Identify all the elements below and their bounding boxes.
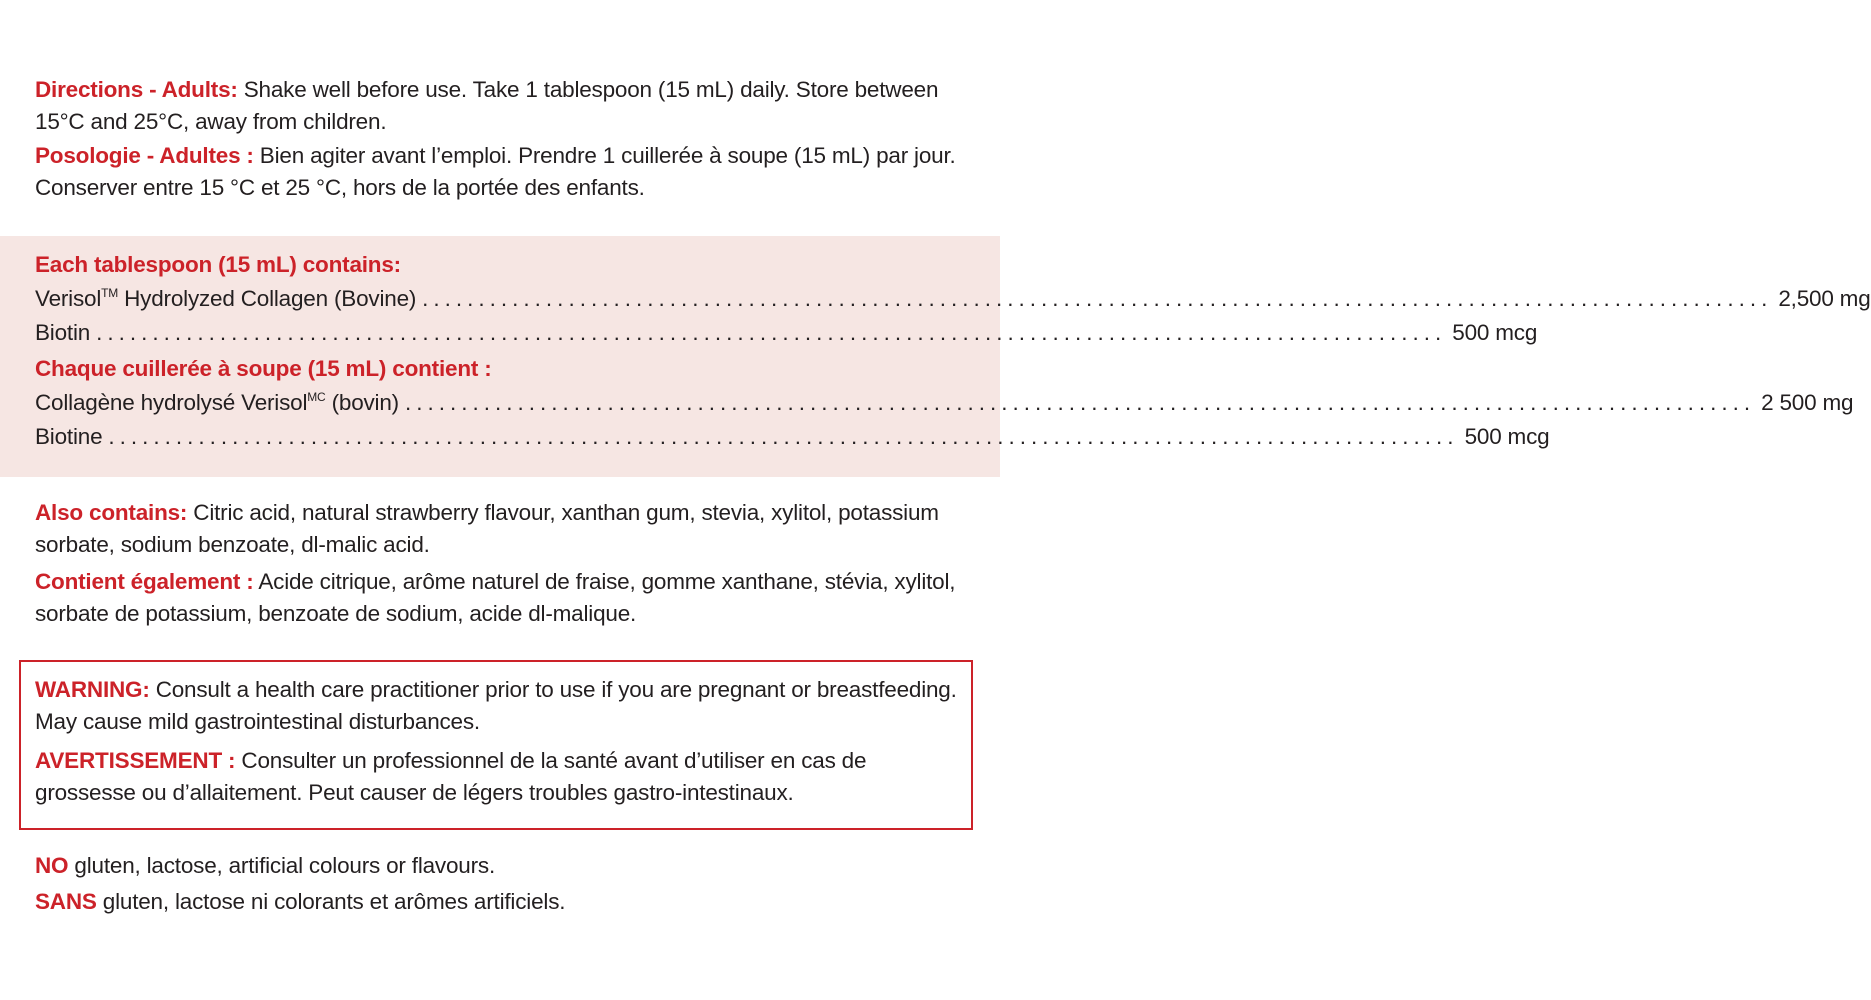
also-contains-en xyxy=(35,497,965,560)
warning-en xyxy=(35,674,961,737)
ingredient-name xyxy=(35,386,399,420)
also-contains-en-text: Citric acid, natural strawberry flavour, xanthan gum, stevia, xylitol, potassium sorbate, sodium benzoate, dl-malic acid. xyxy=(35,500,939,557)
warning-fr-text: Consulter un professionnel de la santé avant d’utiliser en cas de grossesse ou d’allaitement. Peut causer de légers troubles gastro-intestinaux. xyxy=(35,748,867,805)
dot-leader: ........................................................................................................................ xyxy=(422,286,1773,311)
ingredients-heading-en: Each tablespoon (15 mL) contains: xyxy=(35,252,401,277)
directions-section xyxy=(35,74,965,203)
free-from-en-text: gluten, lactose, artificial colours or flavours. xyxy=(68,853,496,878)
ingredient-name xyxy=(35,420,102,454)
ingredient-row xyxy=(35,282,1871,316)
ingredients-list-en xyxy=(35,282,1871,350)
ingredient-name-text: Biotine xyxy=(35,424,103,449)
directions-en-text: Shake well before use. Take 1 tablespoon (15 mL) daily. Store between 15°C and 25°C, away from children. xyxy=(35,77,939,134)
free-from-fr xyxy=(35,886,965,918)
ingredient-row xyxy=(35,316,1538,350)
free-from-en-label: NO xyxy=(35,853,69,878)
free-from-en xyxy=(35,850,965,882)
directions-fr-label: Posologie - Adultes : xyxy=(35,143,254,168)
ingredient-name-suffix: Hydrolyzed Collagen (Bovine) xyxy=(118,286,417,311)
ingredient-name-text: Verisol xyxy=(35,286,102,311)
also-contains-fr-label: Contient également : xyxy=(35,569,254,594)
free-from-fr-label: SANS xyxy=(35,888,97,914)
free-from-fr-text: gluten, lactose ni colorants et arômes artificiels. xyxy=(96,888,566,914)
ingredient-row xyxy=(35,420,1550,454)
dot-leader: ........................................................................................................................ xyxy=(108,424,1459,449)
ingredient-name-suffix: (bovin) xyxy=(325,390,399,415)
warning-fr-label: AVERTISSEMENT : xyxy=(35,748,236,773)
trademark-mark: MC xyxy=(307,390,326,404)
directions-fr-text: Bien agiter avant l’emploi. Prendre 1 cuillerée à soupe (15 mL) par jour. Conserver entre 15 °C et 25 °C, hors de la portée des enfants. xyxy=(35,143,956,200)
ingredients-panel xyxy=(0,236,1871,477)
ingredient-name xyxy=(35,316,90,350)
ingredient-name-text: Biotin xyxy=(35,320,91,345)
warning-content xyxy=(35,674,961,808)
warning-en-text: Consult a health care practitioner prior to use if you are pregnant or breastfeeding. May cause mild gastrointestinal disturbances. xyxy=(35,677,957,734)
warning-en-label: WARNING: xyxy=(35,677,150,702)
dot-leader: ........................................................................................................................ xyxy=(96,320,1447,345)
dot-leader: ........................................................................................................................ xyxy=(404,390,1756,415)
directions-en xyxy=(35,74,965,137)
ingredient-amount: 500 mcg xyxy=(1452,320,1538,345)
ingredients-heading-fr: Chaque cuillerée à soupe (15 mL) contient : xyxy=(35,356,492,381)
ingredient-name xyxy=(35,282,416,316)
ingredient-amount: 500 mcg xyxy=(1464,424,1550,449)
also-contains-en-label: Also contains: xyxy=(35,500,188,525)
ingredients-list-fr xyxy=(35,386,1854,454)
directions-fr xyxy=(35,140,965,203)
directions-en-label: Directions - Adults: xyxy=(35,77,238,102)
ingredient-name-text: Collagène hydrolysé Verisol xyxy=(35,390,308,415)
ingredient-amount: 2 500 mg xyxy=(1761,390,1854,415)
ingredient-row xyxy=(35,386,1854,420)
warning-box xyxy=(19,660,973,830)
also-contains-fr-text: Acide citrique, arôme naturel de fraise, gomme xanthane, stévia, xylitol, sorbate de potassium, benzoate de sodium, acide dl-malique. xyxy=(35,569,956,626)
warning-fr xyxy=(35,745,961,808)
trademark-mark: TM xyxy=(101,286,119,300)
also-contains-fr xyxy=(35,566,965,629)
also-contains-section xyxy=(35,497,965,629)
free-from-section xyxy=(35,850,965,917)
ingredient-amount: 2,500 mg xyxy=(1778,286,1871,311)
